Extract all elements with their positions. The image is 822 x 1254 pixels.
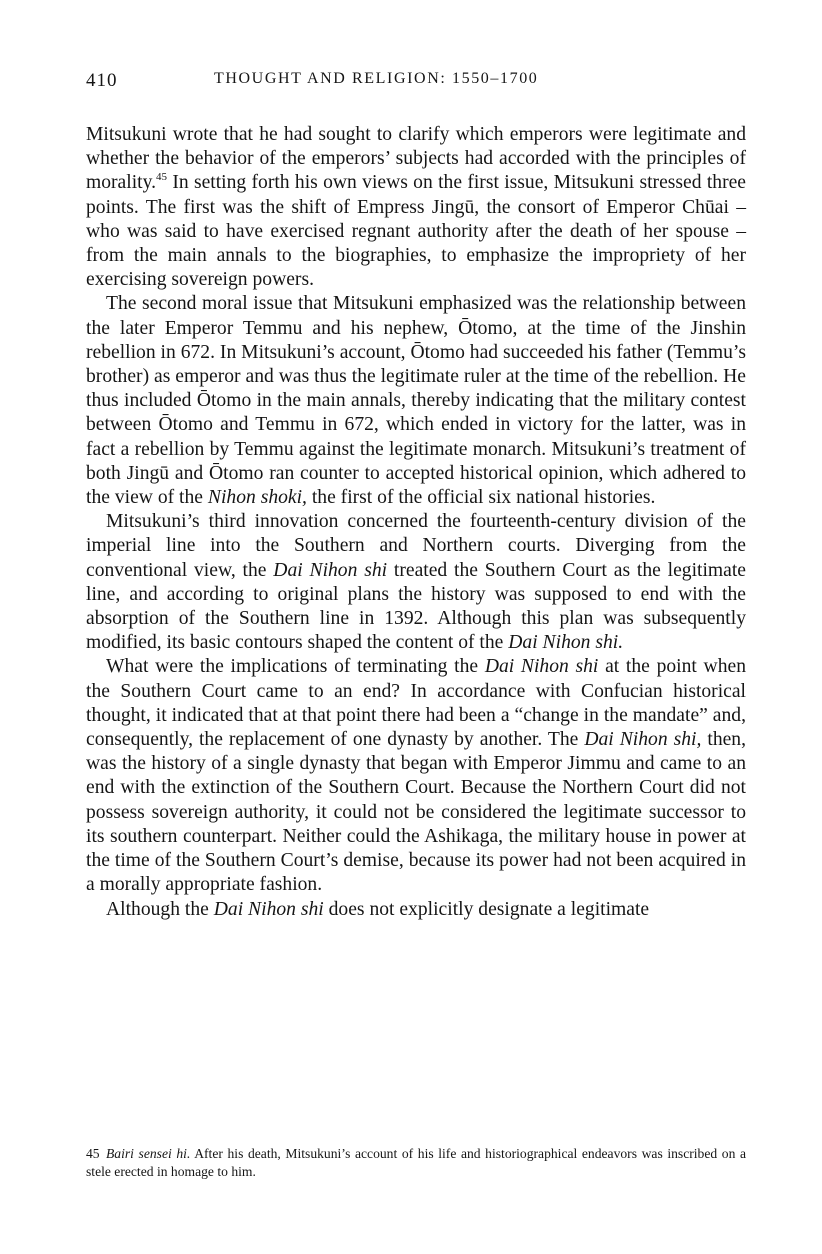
paragraph-text: does not explicitly designate a legitimate [323,898,650,920]
paragraph-text: the first of the official six national histories. [306,487,656,509]
paragraph-text: In setting forth his own views on the first issue, Mitsukuni stressed three points. The first was the shift of Empress Jingū, the consort of Emperor Chūai – who was said to have exercised regnant authority after the death of her spouse – from the main annals to the biographies, to emphasize the impropriety of her exercising sovereign powers. [86,172,746,291]
italic-title: Dai Nihon shi. [508,632,624,654]
paragraph-text: then, was the history of a single dynasty that began with Emperor Jimmu and came to an end with the extinction of the Southern Court. Because the Northern Court did not possess sovereign authority, it could not be considered the legitimate successor to its southern counterpart. Neither could the Ashikaga, the military house in power at the time of the Southern Court’s demise, because its power had not been acquired in a morally appropriate fashion. [86,729,747,896]
paragraph-text: The second moral issue that Mitsukuni emphasized was the relationship between the later Emperor Temmu and his nephew, Ōtomo, at the time of the Jinshin rebellion in 672. In Mitsukuni’s account, Ōtomo had succeeded his father (Temmu’s brother) as emperor and was thus the legitimate ruler at the time of the rebellion. He thus included Ōtomo in the main annals, thereby indicating that the military contest between Ōtomo and Temmu in 672, which ended in victory for the latter, was in fact a rebellion by Temmu against the legitimate monarch. Mitsukuni’s treatment of both Jingū and Ōtomo ran counter to accepted historical opinion, which adhered to the view of the [86,293,746,509]
italic-title: Dai Nihon shi [484,656,599,678]
paragraph [86,510,746,655]
page-number: 410 [86,70,118,91]
footnote [86,1145,746,1181]
paragraph-text: Although the [106,898,214,920]
paragraph [86,292,746,510]
footnote-reference: 45 [156,171,168,184]
italic-title: Dai Nihon shi [273,559,388,581]
body-text [86,123,746,922]
book-page [86,70,746,922]
footnote-text: After his death, Mitsukuni’s account of his life and historiographical endeavors was inscribed on a stele erected in homage to him. [86,1146,747,1179]
paragraph-text: at the point when the Southern Court came to an end? In accordance with Confucian historical thought, it indicated that at that point there had been a “change in the mandate” and, consequently, the replacement of one dynasty by another. The [86,656,746,751]
page-header [86,70,746,96]
paragraph [86,123,746,292]
footnote-number: 45 [86,1146,100,1161]
italic-title: Dai Nihon shi [213,898,324,920]
paragraph-text: Mitsukuni wrote that he had sought to clarify which emperors were legitimate and whether the behavior of the emperors’ subjects had accorded with the principles of morality. [86,124,746,194]
paragraph-text: Mitsukuni’s third innovation concerned the fourteenth-century division of the imperial line into the Southern and Northern courts. Diverging from the conventional view, the [86,511,746,581]
paragraph [86,655,746,897]
running-head: THOUGHT AND RELIGION: 1550–1700 [214,70,539,87]
italic-title: Dai Nihon shi, [584,729,702,751]
italic-title: Nihon shoki, [207,487,307,509]
footnote-source-title: Bairi sensei hi. [106,1146,191,1161]
paragraph [86,898,746,922]
paragraph-text: treated the Southern Court as the legitimate line, and according to original plans the history was supposed to end with the absorption of the Southern line in 1392. Although this plan was subsequently modified, its basic contours shaped the content of the [86,559,746,654]
paragraph-text: What were the implications of terminating the [106,656,485,678]
